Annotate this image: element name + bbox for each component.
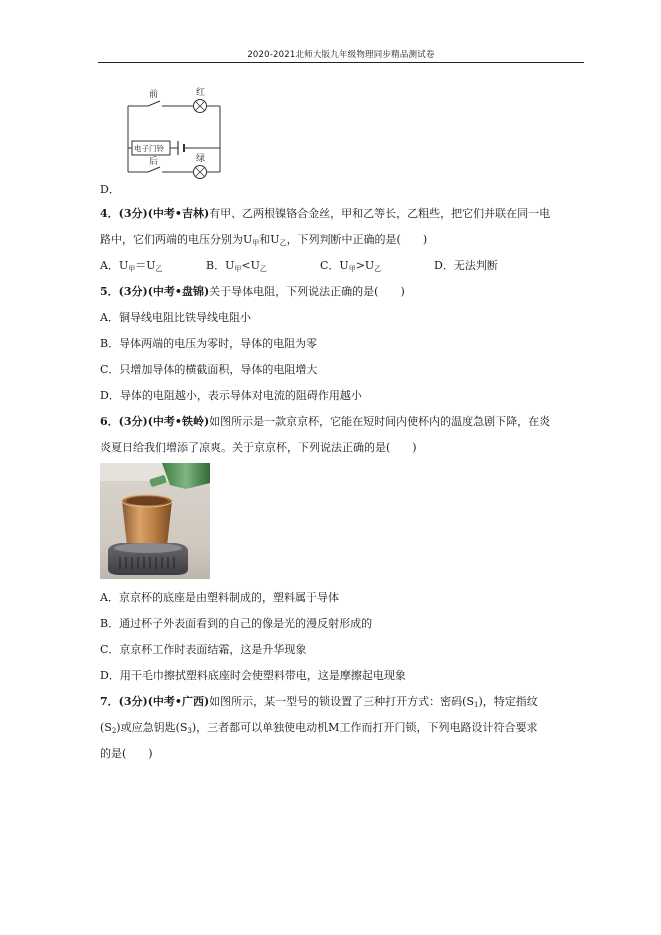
q4-text2a: 路中，它们两端的电压分别为U [100,233,253,246]
q6-option-d: D．用干毛巾擦拭塑料底座时会使塑料带电，这是摩擦起电现象 [100,669,406,682]
q7-line2 [100,720,537,739]
q6-line2: 炎夏日给我们增添了凉爽。关于京京杯，下列说法正确的是( ) [100,441,417,454]
q7-l1b: )，特定指纹 [478,695,538,708]
q4-option-b [206,258,320,277]
q6-option-b: B．通过杯子外表面看到的自己的像是光的漫反射形成的 [100,617,373,630]
q7-line1 [100,694,538,713]
q4-b-s2: 乙 [259,265,267,273]
q4-b-s1: 甲 [234,265,242,273]
prev-option-d: D． [100,183,120,196]
q5-stem [100,284,405,300]
q4-b-pre: B．U [206,259,235,272]
q5-option-b: B．导体两端的电压为零时，导体的电阻为零 [100,337,318,350]
q5-option-d: D．导体的电阻越小，表示导体对电流的阻碍作用越小 [100,389,362,402]
q6-option-c: C．京京杯工作时表面结霜，这是升华现象 [100,643,307,656]
q6-text1: 如图所示是一款京京杯，它能在短时间内使杯内的温度急剧下降，在炎 [209,415,551,428]
label-red: 红 [196,88,206,98]
label-green: 绿 [196,154,206,164]
q7-number: 7．(3分)(中考•广西) [100,695,210,708]
q4-text2c: ，下列判断中正确的是( ) [286,233,428,246]
q4-a-pre: A．U [100,259,129,272]
q4-sub-b: 乙 [279,239,287,247]
label-back: 后 [149,157,159,167]
q7-l2b: )或应急钥匙(S [116,721,188,734]
q4-line2 [100,232,427,251]
q4-option-c [320,258,434,277]
q4-line1 [100,206,550,222]
q7-l1-sub: 1 [474,701,479,709]
q7-l2-sub2: 2 [111,727,117,735]
q7-l2c: )，三者都可以单独使电动机M工作而打开门锁，下列电路设计符合要求 [191,721,538,734]
q4-options [100,258,498,277]
q7-l1a: 如图所示，某一型号的锁设置了三种打开方式：密码(S [209,695,474,708]
page-header [98,44,584,63]
q5-text: 关于导体电阻，下列说法正确的是( ) [209,285,405,298]
cooling-cup-photo [100,463,210,579]
label-bell: 电子门铃 [134,144,164,153]
label-front: 前 [149,90,159,100]
q4-text1: 有甲、乙两根镍铬合金丝，甲和乙等长，乙粗些，把它们并联在同一电 [209,207,551,220]
q7-l2-sub3: 3 [187,727,192,735]
q4-c-mid: >U [355,259,375,272]
q4-c-s2: 乙 [374,265,382,273]
q4-option-a [100,258,206,277]
q4-text2b: 和U [259,233,280,246]
q6-number: 6．(3分)(中考•铁岭) [100,415,210,428]
q4-option-d: D．无法判断 [434,259,498,272]
q5-number: 5．(3分)(中考•盘锦) [100,285,210,298]
q7-line3: 的是( ) [100,747,153,760]
circuit-diagram [118,84,228,184]
q6-option-a: A．京京杯的底座是由塑料制成的，塑料属于导体 [100,591,339,604]
q4-a-s1: 甲 [128,265,136,273]
q4-c-s1: 甲 [348,265,356,273]
red-lamp-icon [194,100,207,113]
q4-number: 4．(3分)(中考•吉林) [100,207,210,220]
q4-b-mid: <U [241,259,260,272]
q4-a-s2: 乙 [155,265,163,273]
q5-option-a: A．铜导线电阻比铁导线电阻小 [100,311,251,324]
green-lamp-icon [194,166,207,179]
q4-a-mid: ＝U [135,259,156,272]
q4-sub-a: 甲 [252,239,260,247]
q6-line1 [100,414,550,430]
q7-l2a: (S [100,721,112,734]
q5-option-c: C．只增加导体的横截面积，导体的电阻增大 [100,363,318,376]
q4-c-pre: C．U [320,259,349,272]
header-title: 2020-2021北师大版九年级物理同步精品测试卷 [247,50,435,60]
